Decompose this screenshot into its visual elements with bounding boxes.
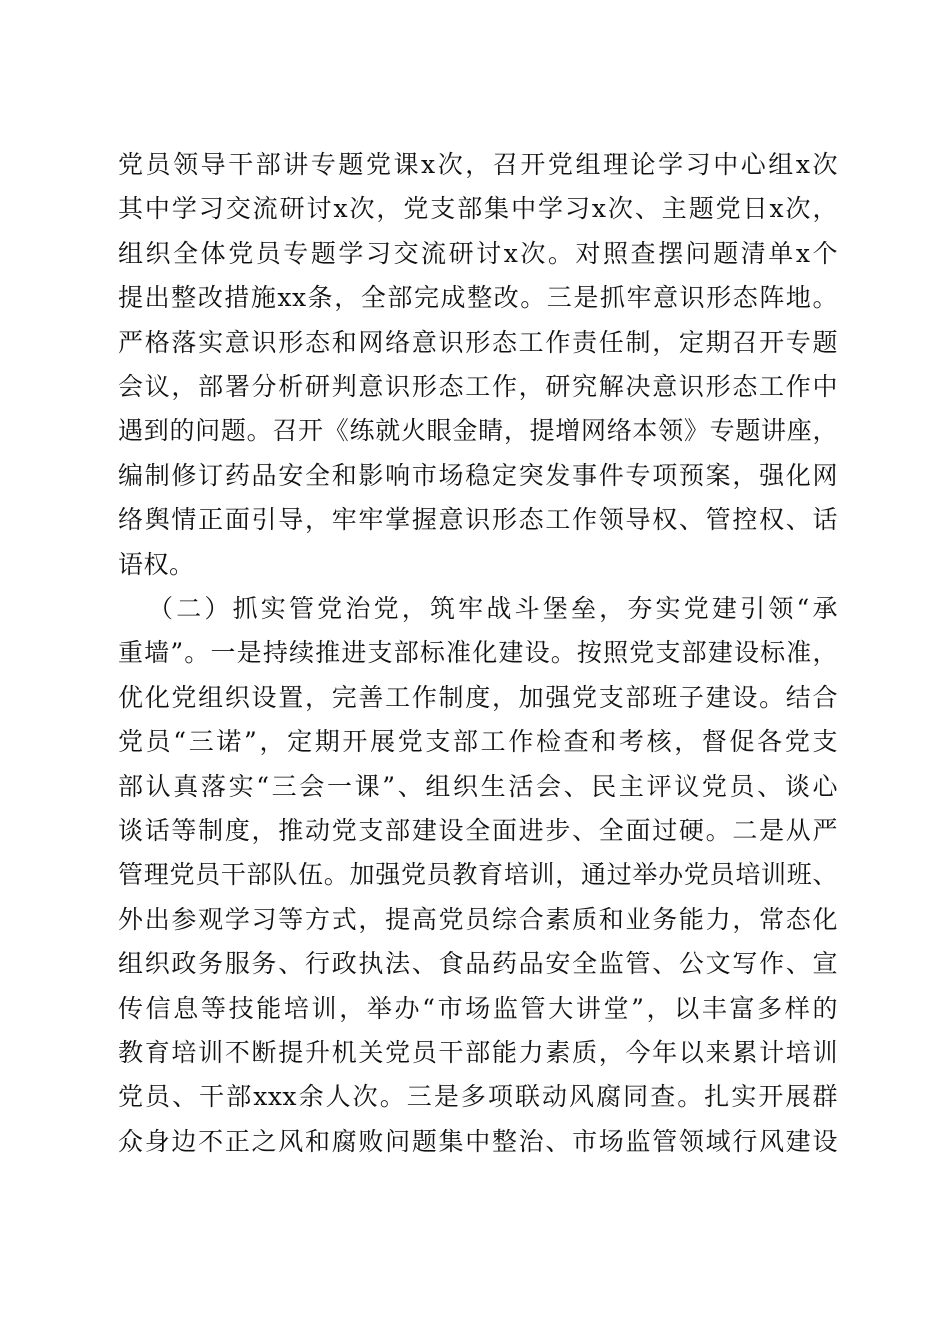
paragraph-2 <box>118 587 838 1164</box>
paragraph-line: 优化党组织设置，完善工作制度，加强党支部班子建设。结合 <box>118 682 838 712</box>
paragraph-line: 语权。 <box>118 549 195 579</box>
paragraph-line: 教育培训不断提升机关党员干部能力素质，今年以来累计培训 <box>118 1037 838 1067</box>
paragraph-line: 组织全体党员专题学习交流研讨x次。对照查摆问题清单x个 <box>118 238 838 268</box>
paragraph-line: 众身边不正之风和腐败问题集中整治、市场监管领域行风建设 <box>118 1126 838 1156</box>
paragraph-line: 组织政务服务、行政执法、食品药品安全监管、公文写作、宣 <box>118 949 838 979</box>
paragraph-line: 党员“三诺”，定期开展党支部工作检查和考核，督促各党支 <box>118 727 838 757</box>
paragraph-line: 遇到的问题。召开《练就火眼金睛，提增网络本领》专题讲座， <box>118 416 838 446</box>
paragraph-line: 编制修订药品安全和影响市场稳定突发事件专项预案，强化网 <box>118 460 838 490</box>
paragraph-line: 管理党员干部队伍。加强党员教育培训，通过举办党员培训班、 <box>118 860 838 890</box>
paragraph-line: 重墙”。一是持续推进支部标准化建设。按照党支部建设标准， <box>118 638 838 668</box>
section-heading-line: （二）抓实管党治党，筑牢战斗堡垒，夯实党建引领“承 <box>148 594 838 623</box>
paragraph-line: 会议，部署分析研判意识形态工作，研究解决意识形态工作中 <box>118 371 838 401</box>
paragraph-line: 严格落实意识形态和网络意识形态工作责任制，定期召开专题 <box>118 327 838 357</box>
paragraph-line: 部认真落实“三会一课”、组织生活会、民主评议党员、谈心 <box>118 771 838 801</box>
paragraph-line: 谈话等制度，推动党支部建设全面进步、全面过硬。二是从严 <box>118 815 838 845</box>
paragraph-line: 传信息等技能培训，举办“市场监管大讲堂”，以丰富多样的 <box>118 993 838 1023</box>
paragraph-1 <box>118 143 838 587</box>
paragraph-line: 党员、干部xxx余人次。三是多项联动风腐同查。扎实开展群 <box>118 1082 838 1112</box>
paragraph-line: 提出整改措施xx条，全部完成整改。三是抓牢意识形态阵地。 <box>118 283 838 313</box>
paragraph-line: 络舆情正面引导，牢牢掌握意识形态工作领导权、管控权、话 <box>118 505 838 535</box>
paragraph-line: 党员领导干部讲专题党课x次，召开党组理论学习中心组x次 <box>118 150 838 179</box>
paragraph-line: 其中学习交流研讨x次，党支部集中学习x次、主题党日x次， <box>118 194 838 224</box>
paragraph-line: 外出参观学习等方式，提高党员综合素质和业务能力，常态化 <box>118 904 838 934</box>
